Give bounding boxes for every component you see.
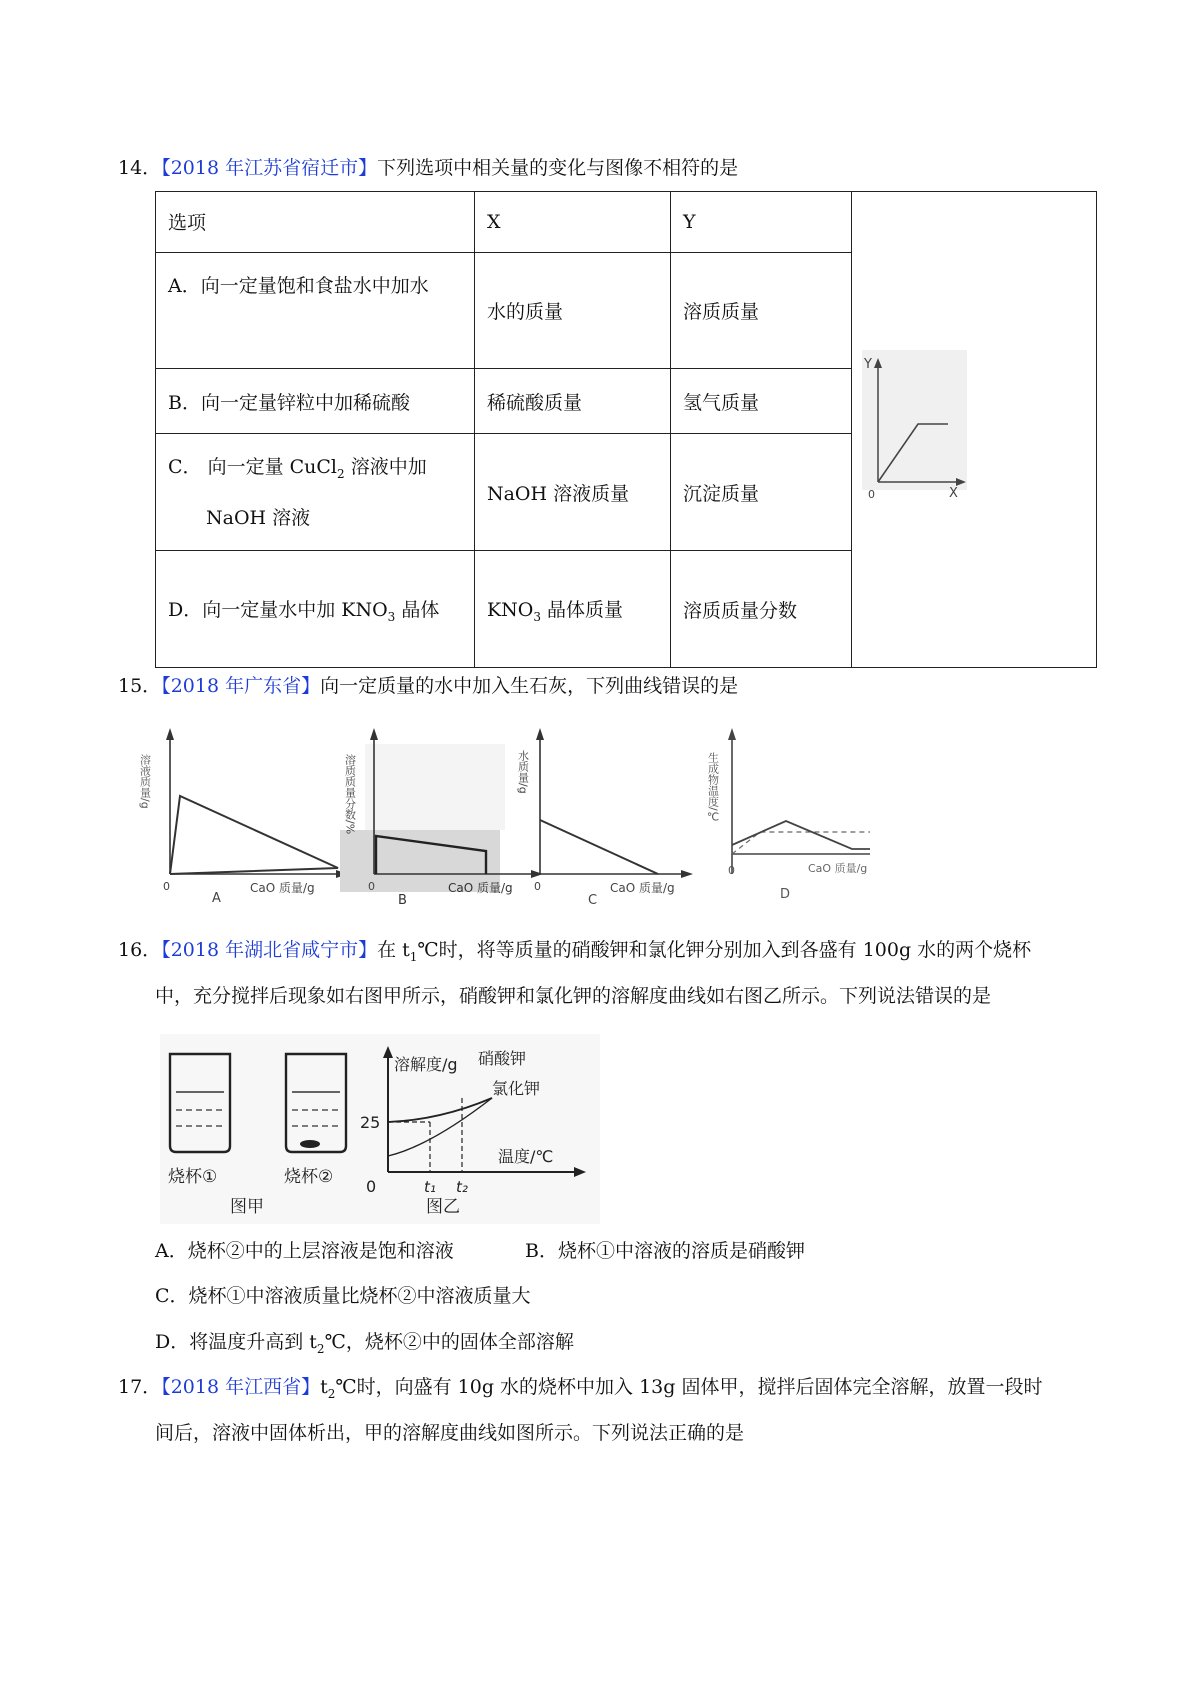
curve-label-kno3: 硝酸钾 [478, 1049, 527, 1068]
question-sub: 2 [327, 1386, 336, 1401]
row-d-y: 溶质质量分数 [670, 551, 851, 668]
question-source: 【2018 年江西省】 [161, 1376, 321, 1398]
question-number: 14． [118, 157, 162, 179]
beaker-1-label: 烧杯① [168, 1167, 218, 1187]
solubility-y-label: 溶解度/g [394, 1055, 458, 1074]
row-d-text-b: 晶体 [395, 598, 440, 621]
question-text-a: 在 t [377, 939, 410, 961]
fig-a-label: 图甲 [230, 1197, 264, 1217]
options-table [155, 191, 1097, 668]
graph-c-letter: C [588, 893, 598, 908]
row-c-sub: 2 [337, 466, 345, 481]
option-d-a: D．将温度升高到 t [155, 1331, 317, 1353]
t1-label: t₁ [424, 1178, 436, 1196]
curve-label-kcl: 氯化钾 [492, 1079, 541, 1098]
solubility-origin: 0 [366, 1177, 377, 1196]
graph-a-y-label: 溶液质量/g [138, 754, 152, 809]
y-tick-25: 25 [360, 1113, 381, 1132]
row-d-x [474, 551, 670, 668]
graph-b-origin: 0 [368, 880, 375, 893]
row-c-y: 沉淀质量 [670, 434, 851, 551]
question-number: 15． [118, 675, 162, 697]
row-c-text-b: 溶液中加 [344, 455, 427, 478]
q15-graphs [140, 722, 1040, 912]
graph-d [707, 728, 871, 902]
question-15-stem [118, 664, 1098, 708]
row-a-option: A．向一定量饱和食盐水中加水 [156, 252, 475, 369]
option-b: B．烧杯①中溶液的溶质是硝酸钾 [525, 1240, 805, 1262]
option-a: A．烧杯②中的上层溶液是饱和溶液 [155, 1240, 454, 1262]
graph-d-origin: 0 [728, 864, 735, 877]
option-d-sub: 2 [316, 1341, 325, 1356]
q16-figure [160, 1034, 600, 1224]
question-number: 17． [118, 1376, 162, 1398]
beaker-2-label: 烧杯② [284, 1167, 334, 1187]
graph-y-label: Y [864, 357, 873, 372]
graph-b-x-label: CaO 质量/g [448, 881, 513, 895]
question-text: 向一定质量的水中加入生石灰，下列曲线错误的是 [320, 675, 739, 697]
row-b-y: 氢气质量 [670, 369, 851, 434]
t2-label: t₂ [456, 1178, 468, 1196]
table-header-option: 选项 [156, 192, 475, 253]
row-d-text-a: D．向一定量水中加 KNO [168, 598, 388, 621]
graph-b [340, 728, 543, 908]
graph-origin: 0 [868, 488, 876, 501]
table-header-x: X [474, 192, 670, 253]
question-text-b: ℃时，向盛有 10g 水的烧杯中加入 13g 固体甲，搅拌后固体完全溶解，放置一段时 [335, 1376, 1043, 1398]
question-source: 【2018 年广东省】 [161, 675, 321, 697]
question-sub: 1 [409, 949, 418, 964]
question-number: 16． [118, 939, 162, 961]
graph-c-x-label: CaO 质量/g [610, 881, 675, 895]
question-text-b: ℃时，将等质量的硝酸钾和氯化钾分别加入到各盛有 100g 水的两个烧杯 [417, 939, 1032, 961]
solubility-x-label: 温度/℃ [498, 1147, 554, 1166]
graph-a-x-label: CaO 质量/g [250, 881, 315, 895]
question-14-stem [118, 146, 1098, 190]
row-b-option: B．向一定量锌粒中加稀硫酸 [156, 369, 475, 434]
graph-c-y-label: 水质量/g [516, 750, 530, 794]
row-d-option [156, 551, 475, 668]
question-16-stem [118, 928, 1098, 979]
row-a-y: 溶质质量 [670, 252, 851, 369]
row-b-x: 稀硫酸质量 [474, 369, 670, 434]
graph-d-x-label: CaO 质量/g [808, 862, 868, 875]
row-c-text-a: C． 向一定量 CuCl [168, 455, 338, 478]
row-d-x-a: KNO [486, 598, 534, 621]
row-d-x-b: 晶体质量 [541, 598, 624, 621]
graph-d-y-label: 生成物温度/℃ [706, 752, 720, 824]
row-c-text-c: NaOH 溶液 [206, 506, 311, 529]
question-17-stem-line2: 间后，溶液中固体析出，甲的溶解度曲线如图所示。下列说法正确的是 [155, 1422, 745, 1444]
question-source: 【2018 年江苏省宿迁市】 [161, 157, 378, 179]
graph-cell [852, 192, 1097, 668]
graph-a-letter: A [212, 891, 221, 906]
question-17-stem [118, 1365, 1098, 1416]
table-header-y: Y [670, 192, 851, 253]
row-d-x-sub: 3 [533, 609, 541, 624]
graph-a [139, 728, 349, 906]
option-d [155, 1327, 574, 1364]
graph-c [517, 728, 694, 908]
graph-x-label: X [949, 486, 959, 501]
question-text-a: t [320, 1376, 328, 1398]
row-c-option [156, 434, 475, 551]
graph-b-y-label: 溶质质量分数/% [343, 754, 357, 835]
option-d-b: ℃，烧杯②中的固体全部溶解 [324, 1331, 574, 1353]
graph-a-origin: 0 [163, 880, 170, 893]
question-source: 【2018 年湖北省咸宁市】 [161, 939, 378, 961]
graph-c-origin: 0 [534, 880, 541, 893]
row-a-x: 水的质量 [474, 252, 670, 369]
question-text: 下列选项中相关量的变化与图像不相符的是 [377, 157, 739, 179]
row-c-x: NaOH 溶液质量 [474, 434, 670, 551]
question-16-stem-line2: 中，充分搅拌后现象如右图甲所示，硝酸钾和氯化钾的溶解度曲线如右图乙所示。下列说法错误的是 [155, 985, 992, 1007]
option-c: C．烧杯①中溶液质量比烧杯②中溶液质量大 [155, 1285, 531, 1307]
graph-b-letter: B [398, 893, 407, 908]
line-graph [852, 192, 1082, 662]
fig-b-label: 图乙 [426, 1197, 460, 1217]
graph-d-letter: D [780, 887, 791, 902]
row-d-sub: 3 [387, 609, 396, 624]
